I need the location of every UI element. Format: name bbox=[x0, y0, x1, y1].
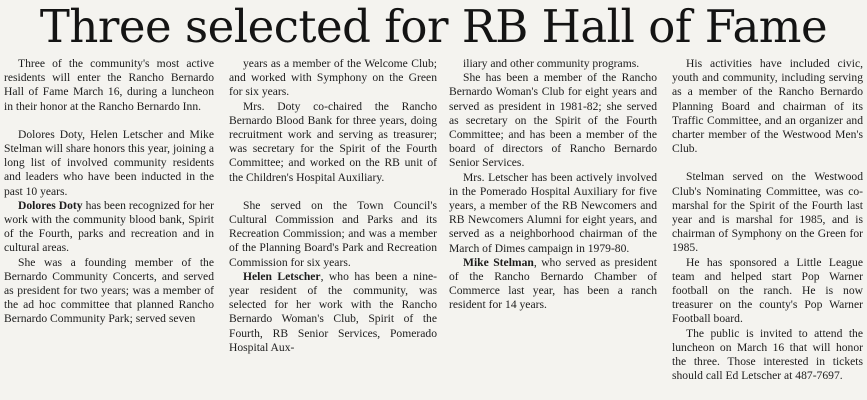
paragraph-text: , who has been a nine-year resident of the community, was selected for her work with the Rancho Bernardo Woman's Club, Spirit of the Fourth, RB Senior Services, Pomerado Hospital Aux- bbox=[229, 269, 437, 354]
paragraph-text: She has been a member of the Rancho Bernardo Woman's Club for eight years and served as president in 1981-82; she served as secretary on the Spirit of the Fourth Committee; and has been a member of the board of directors of Rancho Bernardo Senior Services. bbox=[449, 71, 657, 170]
paragraph-text: She served on the Town Council's Cultural Commission and Parks and its Recreation Commission; and was a member of the Planning Board's Park and Recreation Commission for six years. bbox=[229, 198, 437, 269]
paragraph bbox=[229, 100, 437, 185]
paragraph-text: Stelman served on the Westwood Club's Nominating Committee, was co-marshal for the Spirit of the Fourth last year and is marshal for 1985, and is chairman of Symphony on the Green for 1985. bbox=[672, 170, 863, 255]
article-column-2 bbox=[229, 57, 437, 400]
paragraph-text: Mrs. Doty co-chaired the Rancho Bernardo Blood Bank for three years, doing recruitment work and serving as treasurer; was secretary for the Spirit of the Fourth Committee; and worked on the RB unit of the Children's Hospital Auxiliary. bbox=[229, 99, 437, 184]
bold-name: Dolores Doty bbox=[18, 198, 83, 212]
bold-name: Mike Stelman bbox=[463, 255, 534, 269]
paragraph bbox=[672, 256, 863, 327]
paragraph bbox=[4, 128, 214, 199]
paragraph bbox=[4, 199, 214, 256]
paragraph-text: , who served as president of the Rancho Bernardo Chamber of Commerce last year, has been a ranch resident for 14 years. bbox=[449, 255, 657, 312]
paragraph-text: The public is invited to attend the luncheon on March 16 that will honor the three. Those interested in tickets should call Ed Letscher at 487-7697. bbox=[672, 326, 863, 383]
article-column-4 bbox=[672, 57, 863, 400]
paragraph bbox=[672, 170, 863, 255]
paragraph-text: Mrs. Letscher has been actively involved in the Pomerado Hospital Auxiliary for five years, a member of the RB Newcomers and RB Newcomers Alumni for eight years, and served as a neighborhood chairman of the March of Dimes campaign in 1979-80. bbox=[449, 170, 657, 255]
paragraph-text: His activities have included civic, youth and community, including serving as a member of the Rancho Bernardo Planning Board and chairman of its Traffic Committee, and an organizer and charter member of the Westwood Men's Club. bbox=[672, 57, 863, 156]
paragraph-text: Three of the community's most active residents will enter the Rancho Bernardo Hall of Fame March 16, during a luncheon in their honor at the Rancho Bernardo Inn. bbox=[4, 57, 214, 113]
paragraph bbox=[229, 270, 437, 355]
paragraph-text: iliary and other community programs. bbox=[463, 57, 640, 70]
paragraph bbox=[4, 256, 214, 327]
paragraph-text: has been recognized for her work with the community blood bank, Spirit of the Fourth, parks and recreation and in cultural areas. bbox=[4, 198, 214, 255]
paragraph bbox=[449, 57, 657, 71]
paragraph bbox=[4, 57, 214, 114]
paragraph-text: She was a founding member of the Bernardo Community Concerts, and served as president for two years; was a member of the ad hoc committee that planned Rancho Bernardo Community Park; served seven bbox=[4, 255, 214, 326]
paragraph bbox=[672, 327, 863, 384]
article-column-3 bbox=[449, 57, 657, 400]
headline: Three selected for RB Hall of Fame bbox=[39, 0, 828, 53]
paragraph-text: He has sponsored a Little League team and helped start Pop Warner football on the ranch. He is now treasurer on the county's Pop Warner Football board. bbox=[672, 255, 863, 326]
paragraph bbox=[449, 71, 657, 170]
paragraph bbox=[229, 199, 437, 270]
paragraph bbox=[449, 171, 657, 256]
paragraph bbox=[672, 57, 863, 156]
paragraph-text: Dolores Doty, Helen Letscher and Mike Stelman will share honors this year, joining a long list of involved community residents and leaders who have been inducted in the past 10 years. bbox=[4, 127, 214, 198]
paragraph bbox=[449, 256, 657, 313]
bold-name: Helen Letscher bbox=[243, 269, 321, 283]
article-column-1 bbox=[4, 57, 214, 400]
paragraph-text: years as a member of the Welcome Club; and worked with Symphony on the Green for six years. bbox=[229, 57, 437, 99]
paragraph bbox=[229, 57, 437, 100]
